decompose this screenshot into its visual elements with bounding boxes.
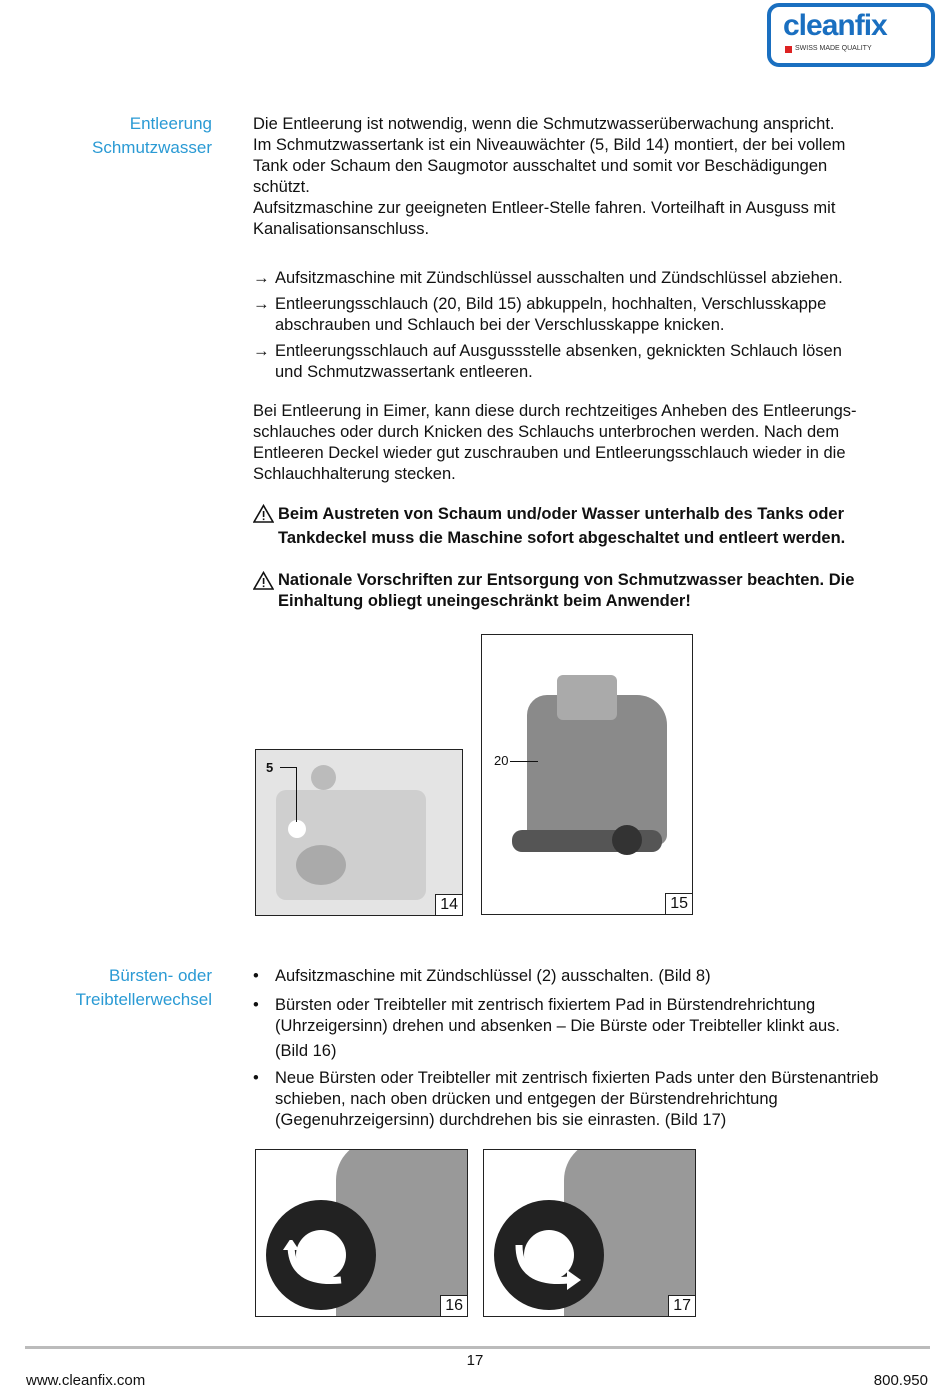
text-line: schlauches oder durch Knicken des Schlauchs unterbrochen werden. Nach dem — [253, 423, 840, 441]
text-line: schieben, nach oben drücken und entgegen der Bürstendrehrichtung — [275, 1090, 778, 1108]
text-line: schützt. — [253, 178, 310, 196]
warning-triangle-icon — [253, 571, 274, 590]
text-line: und Schmutzwassertank entleeren. — [275, 363, 533, 381]
text-line: Aufsitzmaschine mit Zündschlüssel ausschalten und Zündschlüssel abziehen. — [275, 269, 843, 287]
callout-label: 5 — [266, 760, 274, 775]
heading-line: Schmutzwasser — [92, 138, 212, 157]
text-line: Entleeren Deckel wieder gut zuschrauben und Entleerungsschlauch wieder in die — [253, 444, 846, 462]
callout-label: 20 — [494, 753, 509, 768]
section-heading-entleerung — [12, 112, 212, 160]
text-line: Einhaltung obliegt uneingeschränkt beim Anwender! — [278, 592, 691, 610]
warning-triangle-icon — [253, 504, 274, 523]
text-line: Die Entleerung ist notwendig, wenn die Schmutzwasserüberwachung anspricht. — [253, 115, 835, 133]
step-list — [253, 268, 843, 383]
warning-foam — [253, 503, 845, 550]
warning-disposal — [253, 570, 854, 612]
bullet-icon: • — [253, 1069, 259, 1087]
figure-15 — [481, 634, 693, 915]
logo-brand: cleanfix — [783, 9, 887, 42]
text-line: Entleerungsschlauch (20, Bild 15) abkuppeln, hochhalten, Verschlusskappe — [275, 295, 827, 313]
cleanfix-logo — [767, 3, 935, 67]
rotation-arrow-icon — [281, 1240, 361, 1295]
arrow-right-icon: → — [253, 342, 270, 360]
heading-line: Treibtellerwechsel — [75, 990, 212, 1009]
figure-number: 14 — [435, 894, 462, 915]
text-line: Tankdeckel muss die Maschine sofort abgeschaltet und entleert werden. — [278, 529, 846, 547]
text-line: Aufsitzmaschine zur geeigneten Entleer-Stelle fahren. Vorteilhaft in Ausguss mit — [253, 199, 836, 217]
page-number: 17 — [466, 1352, 484, 1369]
text-line: Beim Austreten von Schaum und/oder Wasser unterhalb des Tanks oder — [278, 505, 845, 523]
step-item — [253, 268, 843, 289]
website-link[interactable]: www.cleanfix.com — [26, 1372, 146, 1387]
logo-tagline: SWISS MADE QUALITY — [795, 45, 872, 52]
step-item — [253, 294, 843, 336]
bullet-item — [253, 966, 878, 987]
heading-line: Bürsten- oder — [109, 966, 212, 985]
intro-paragraph — [253, 114, 845, 240]
rotation-arrow-icon — [509, 1240, 589, 1295]
bullet-item — [253, 995, 878, 1062]
text-line: Neue Bürsten oder Treibteller mit zentrisch fixierten Pads unter den Bürstenantrieb — [275, 1069, 879, 1087]
figure-16 — [255, 1149, 468, 1317]
text-line: Schlauchhalterung stecken. — [253, 465, 456, 483]
document-number: 800.950 — [873, 1372, 928, 1387]
text-line: Aufsitzmaschine mit Zündschlüssel (2) ausschalten. (Bild 8) — [275, 967, 711, 985]
bullet-icon: • — [253, 996, 259, 1014]
section-heading-buersten — [12, 964, 212, 1012]
text-line: Im Schmutzwassertank ist ein Niveauwächter (5, Bild 14) montiert, der bei vollem — [253, 136, 846, 154]
figure-number: 15 — [665, 893, 692, 914]
heading-line: Entleerung — [129, 114, 212, 133]
figure-17 — [483, 1149, 696, 1317]
text-line: Bei Entleerung in Eimer, kann diese durch rechtzeitiges Anheben des Entleerungs- — [253, 402, 857, 420]
figure-number: 17 — [668, 1295, 695, 1316]
arrow-right-icon: → — [253, 295, 270, 313]
text-line: (Uhrzeigersinn) drehen und absenken – Die Bürste oder Treibteller klinkt aus. — [275, 1017, 840, 1035]
text-line: Entleerungsschlauch auf Ausgussstelle absenken, geknickten Schlauch lösen — [275, 342, 842, 360]
text-line: (Bild 16) — [275, 1042, 337, 1060]
swiss-flag-icon — [785, 46, 792, 53]
text-line: Kanalisationsanschluss. — [253, 220, 430, 238]
text-line: Tank oder Schaum den Saugmotor ausschaltet und somit vor Beschädigungen — [253, 157, 828, 175]
text-line: (Gegenuhrzeigersinn) durchdrehen bis sie einrasten. (Bild 17) — [275, 1111, 727, 1129]
arrow-right-icon: → — [253, 269, 270, 287]
step-item — [253, 341, 843, 383]
footer-divider — [25, 1346, 930, 1349]
bullet-icon: • — [253, 967, 259, 985]
bullet-list — [253, 966, 878, 1131]
figure-number: 16 — [440, 1295, 467, 1316]
figure-14 — [255, 749, 463, 916]
text-line: Nationale Vorschriften zur Entsorgung von Schmutzwasser beachten. Die — [278, 571, 855, 589]
bullet-item — [253, 1068, 878, 1131]
note-paragraph — [253, 401, 857, 485]
text-line: Bürsten oder Treibteller mit zentrisch fixiertem Pad in Bürstendrehrichtung — [275, 996, 816, 1014]
text-line: abschrauben und Schlauch bei der Verschlusskappe knicken. — [275, 316, 725, 334]
